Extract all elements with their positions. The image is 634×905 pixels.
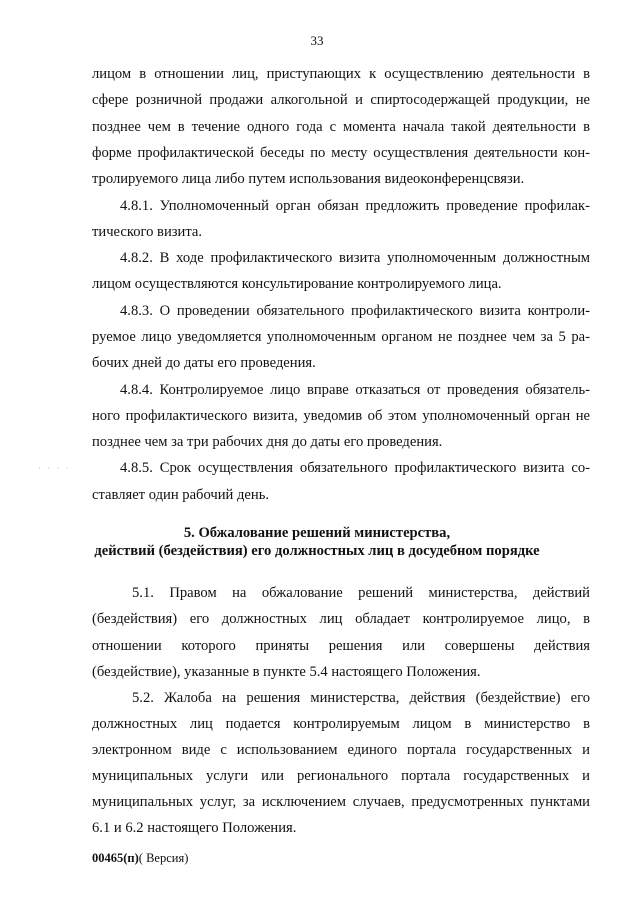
body-text-line: сфере розничной продажи алкогольной и спиртосодержащей продукции, не (92, 92, 590, 108)
body-text-line: должностных лиц подается контролируемым лицом в министерство в (92, 716, 590, 732)
body-text-line: 6.1 и 6.2 настоящего Положения. (92, 820, 297, 836)
body-text-line: тролируемого лица либо путем использования видеоконференцсвязи. (92, 171, 525, 187)
scan-margin-marks: · · · · (38, 463, 71, 473)
paragraph-5-2: 5.2. Жалоба на решения министерства, действия (бездействие) его (132, 690, 590, 706)
paragraph-4-8-5: 4.8.5. Срок осуществления обязательного профилактического визита со- (120, 460, 590, 476)
body-text-line: позднее чем в течение одного года с момента начала такой деятельности в (92, 119, 590, 135)
body-text-line: ставляет один рабочий день. (92, 487, 270, 503)
paragraph-4-8-3: 4.8.3. О проведении обязательного профилактического визита контроли- (120, 303, 590, 319)
paragraph-4-8-2: 4.8.2. В ходе профилактического визита уполномоченным должностным (120, 250, 590, 266)
paragraph-4-8-4: 4.8.4. Контролируемое лицо вправе отказаться от проведения обязатель- (120, 382, 590, 398)
body-text-line: ного профилактического визита, уведомив об этом уполномоченный орган не (92, 408, 590, 424)
document-footer (92, 851, 188, 866)
body-text-line: муниципальных услуг, за исключением случаев, предусмотренных пунктами (92, 794, 590, 810)
section-heading: действий (бездействия) его должностных лиц в досудебном порядке (94, 543, 540, 559)
page-number: 33 (310, 33, 324, 48)
body-text-line: тического визита. (92, 224, 203, 240)
body-text-line: форме профилактической беседы по месту осуществления деятельности кон- (92, 145, 590, 161)
paragraph-5-1: 5.1. Правом на обжалование решений министерства, действий (132, 585, 590, 601)
body-text-line: (бездействия) его должностных лиц обладает контролируемое лицо, в (92, 611, 590, 627)
body-text-line: бочих дней до даты его проведения. (92, 355, 316, 371)
body-text-line: позднее чем за три рабочих дня до даты его проведения. (92, 434, 443, 450)
section-heading: 5. Обжалование решений министерства, (183, 525, 451, 541)
body-text-line: муниципальных услуги или регионального портала государственных и (92, 768, 590, 784)
document-code: 00465(п) (92, 851, 139, 865)
body-text-line: электронном виде с использованием единого портала государственных и (92, 742, 590, 758)
body-text-line: руемое лицо уведомляется уполномоченным органом не позднее чем за 5 ра- (92, 329, 590, 345)
body-text-line: отношении которого приняты решения или совершены действия (92, 638, 590, 654)
paragraph-4-8-1: 4.8.1. Уполномоченный орган обязан предложить проведение профилак- (120, 198, 590, 214)
body-text-line: лицом осуществляются консультирование контролируемого лица. (92, 276, 502, 292)
document-version: ( Версия) (138, 851, 189, 865)
body-text-line: лицом в отношении лиц, приступающих к осуществлению деятельности в (92, 66, 590, 82)
body-text-line: (бездействие), указанные в пункте 5.4 настоящего Положения. (92, 664, 481, 680)
